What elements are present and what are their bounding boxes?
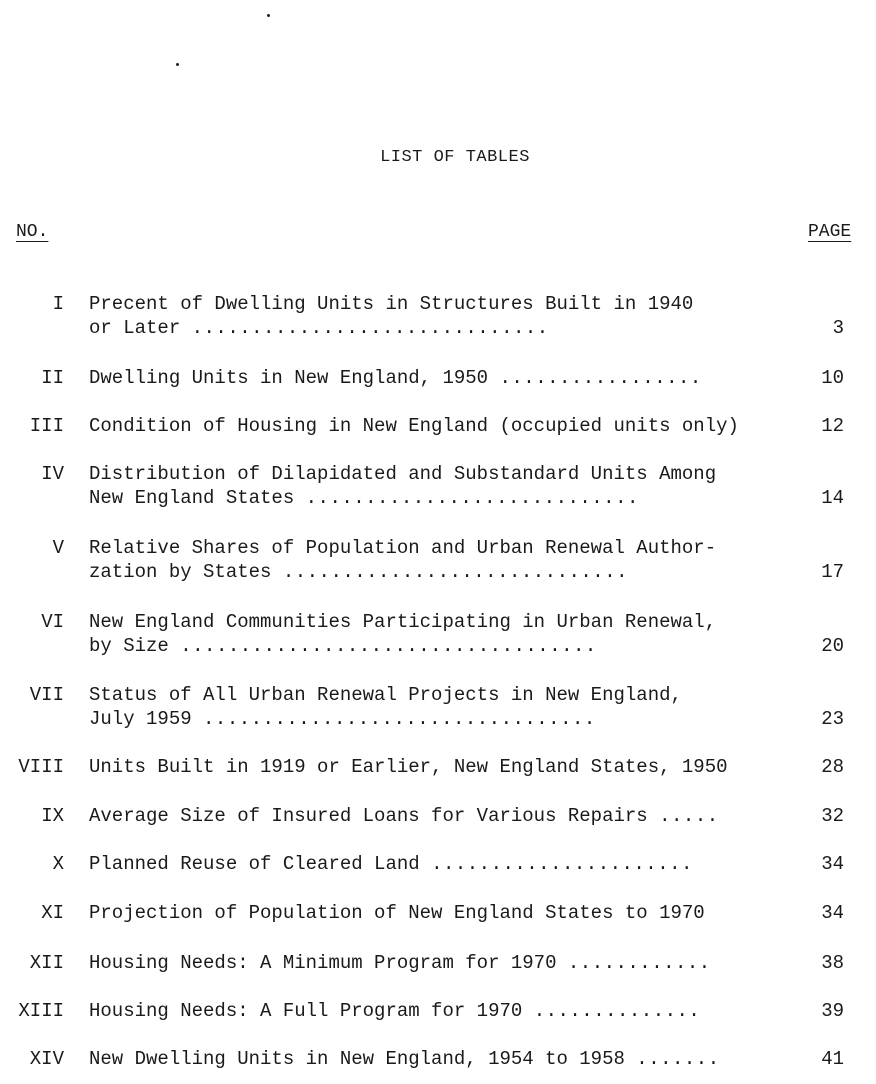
table-title-continuation: zation by States xyxy=(89,561,272,583)
table-title-line xyxy=(89,756,728,778)
page-number: 14 xyxy=(821,487,844,509)
table-number: IX xyxy=(41,805,64,827)
table-title-line xyxy=(89,463,716,485)
table-title-text: Housing Needs: A Full Program for 1970 xyxy=(89,1000,523,1022)
table-number: V xyxy=(52,537,64,559)
table-number: X xyxy=(52,853,64,875)
table-title-continuation: or Later xyxy=(89,317,181,339)
page-number: 32 xyxy=(821,805,844,827)
page-number: 10 xyxy=(821,367,844,389)
column-header-page: PAGE xyxy=(808,222,852,242)
table-title-line xyxy=(89,367,702,389)
dot-leader: ................................. xyxy=(203,708,596,730)
dot-leader: ................................... xyxy=(180,635,597,657)
table-title-text: Projection of Population of New England States to 1970 xyxy=(89,902,705,924)
page-number: 17 xyxy=(821,561,844,583)
table-title-line xyxy=(89,611,716,633)
table-title-line xyxy=(89,853,693,875)
table-number: VIII xyxy=(18,756,64,778)
table-title-text: Housing Needs: A Minimum Program for 1970 xyxy=(89,952,557,974)
table-title-line xyxy=(89,1000,700,1022)
table-title-text: New England Communities Participating in Urban Renewal, xyxy=(89,611,717,633)
table-title-line xyxy=(89,684,682,706)
table-title-line xyxy=(89,805,719,827)
table-title-text: Status of All Urban Renewal Projects in New England, xyxy=(89,684,682,706)
page-number: 12 xyxy=(821,415,844,437)
table-title-line xyxy=(89,317,549,339)
page-number: 34 xyxy=(821,902,844,924)
table-title-line xyxy=(89,293,693,315)
table-number: IV xyxy=(41,463,64,485)
column-header-no: NO. xyxy=(16,222,49,242)
page-number: 34 xyxy=(821,853,844,875)
table-title-continuation: July 1959 xyxy=(89,708,192,730)
table-title-continuation: New England States xyxy=(89,487,295,509)
table-title-line xyxy=(89,635,597,657)
dot-leader: ...................... xyxy=(431,853,693,875)
page-number: 3 xyxy=(832,317,844,339)
table-number: XIII xyxy=(18,1000,64,1022)
scan-speck xyxy=(267,14,270,17)
table-number: XII xyxy=(29,952,64,974)
table-title-text: Distribution of Dilapidated and Substandard Units Among xyxy=(89,463,717,485)
table-title-line xyxy=(89,1048,720,1070)
table-number: XI xyxy=(41,902,64,924)
table-title-line xyxy=(89,487,639,509)
dot-leader: ............................ xyxy=(305,487,639,509)
table-title-text: New Dwelling Units in New England, 1954 to 1958 xyxy=(89,1048,625,1070)
dot-leader: ............ xyxy=(567,952,711,974)
dot-leader: ............................. xyxy=(282,561,628,583)
page-number: 28 xyxy=(821,756,844,778)
table-title-text: Units Built in 1919 or Earlier, New England States, 1950 xyxy=(89,756,728,778)
table-number: VI xyxy=(41,611,64,633)
page-number: 23 xyxy=(821,708,844,730)
table-number: XIV xyxy=(29,1048,64,1070)
table-title-continuation: by Size xyxy=(89,635,169,657)
table-title-text: Dwelling Units in New England, 1950 xyxy=(89,367,489,389)
table-title-line xyxy=(89,561,628,583)
page-number: 39 xyxy=(821,1000,844,1022)
page-number: 41 xyxy=(821,1048,844,1070)
table-title-text: Planned Reuse of Cleared Land xyxy=(89,853,420,875)
table-number: VII xyxy=(29,684,64,706)
table-title-line xyxy=(89,902,705,924)
table-title-line xyxy=(89,415,739,437)
table-number: II xyxy=(41,367,64,389)
dot-leader: ................. xyxy=(499,367,702,389)
dot-leader: ..... xyxy=(659,805,719,827)
table-title-line xyxy=(89,708,596,730)
table-title-line xyxy=(89,537,716,559)
table-title-line xyxy=(89,952,711,974)
page-number: 20 xyxy=(821,635,844,657)
dot-leader: ....... xyxy=(636,1048,720,1070)
table-number: III xyxy=(29,415,64,437)
page-title: LIST OF TABLES xyxy=(380,148,530,167)
table-title-text: Precent of Dwelling Units in Structures Built in 1940 xyxy=(89,293,694,315)
dot-leader: .............. xyxy=(533,1000,701,1022)
table-title-text: Average Size of Insured Loans for Various Repairs xyxy=(89,805,648,827)
table-number: I xyxy=(52,293,64,315)
table-title-text: Relative Shares of Population and Urban Renewal Author- xyxy=(89,537,717,559)
page-number: 38 xyxy=(821,952,844,974)
table-title-text: Condition of Housing in New England (occupied units only) xyxy=(89,415,739,437)
scan-speck xyxy=(176,63,179,66)
dot-leader: .............................. xyxy=(191,317,549,339)
